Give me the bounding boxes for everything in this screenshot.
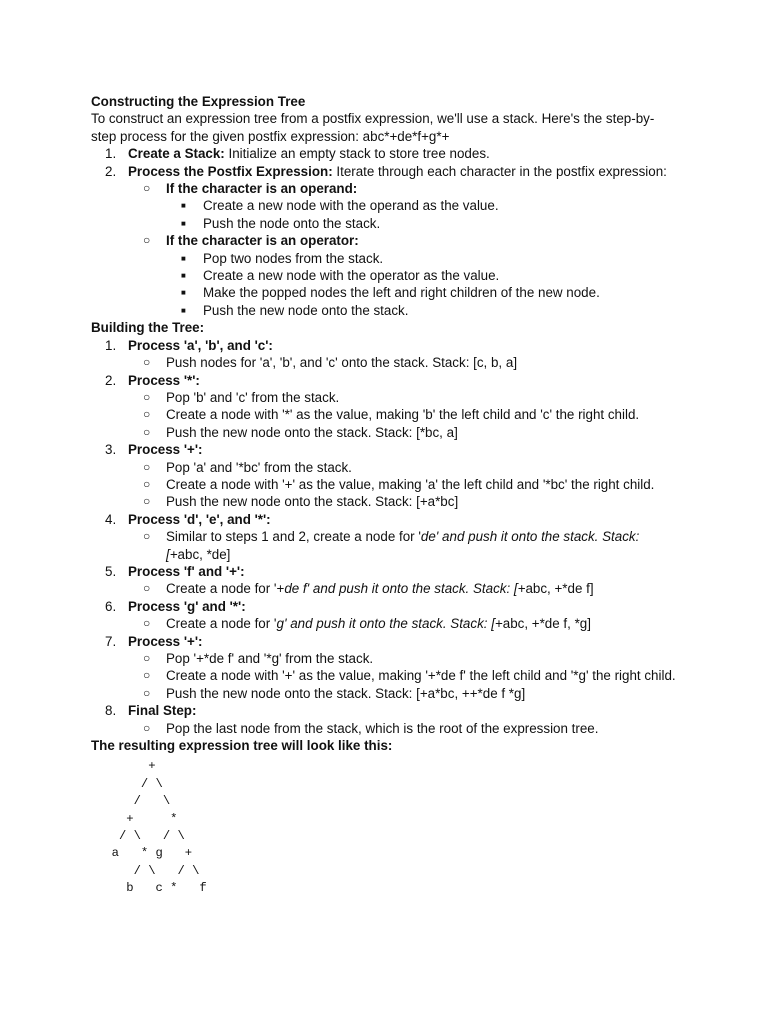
- list-item: [91, 493, 676, 510]
- operator-case: [91, 232, 676, 249]
- hollow-bullet-icon: ○: [143, 389, 151, 404]
- hollow-bullet-icon: ○: [143, 581, 151, 596]
- step-label: Final Step:: [128, 703, 197, 719]
- square-bullet-icon: ■: [181, 305, 186, 315]
- list-item-continuation: [91, 546, 676, 563]
- step-label: Process 'd', 'e', and '*':: [128, 511, 271, 527]
- operand-case: [91, 180, 676, 197]
- list-item: [91, 476, 676, 493]
- hollow-bullet-icon: ○: [143, 424, 151, 439]
- list-item: [91, 406, 676, 423]
- build-step-7: [91, 633, 676, 650]
- list-item-text: Create a new node with the operand as the value.: [203, 198, 499, 214]
- list-item-text: Pop '+*de f' and '*g' from the stack.: [166, 651, 374, 666]
- list-item-text: Pop the last node from the stack, which is the root of the expression tree.: [166, 720, 599, 736]
- step-number: 1.: [105, 337, 117, 353]
- step-number: 1.: [105, 146, 117, 162]
- build-step-5: [91, 563, 676, 580]
- list-item: [91, 250, 676, 267]
- list-item-text: Create a node with '*' as the value, making 'b' the left child and 'c' the right child.: [166, 407, 640, 423]
- hollow-bullet-icon: ○: [143, 355, 151, 370]
- step-number: 2.: [105, 372, 117, 388]
- step-number: 5.: [105, 563, 117, 579]
- list-item: [91, 615, 676, 632]
- list-item-text-italic: g' and push it onto the stack. Stack: [+: [276, 616, 503, 632]
- list-item-text: Create a node with '+' as the value, making 'a' the left child and '*bc' the right child.: [166, 476, 655, 492]
- list-item-text: Push the new node onto the stack. Stack: [*bc, a]: [166, 424, 458, 440]
- case-label: If the character is an operator:: [166, 233, 359, 249]
- list-item: [91, 267, 676, 284]
- square-bullet-icon: ■: [181, 218, 186, 228]
- list-item: [91, 424, 676, 441]
- expression-tree-diagram: + / \ / \ + * / \ / \ a * g + / \ / \ b c * f: [111, 759, 207, 896]
- hollow-bullet-icon: ○: [143, 720, 151, 735]
- step-label: Process the Postfix Expression:: [128, 163, 333, 179]
- hollow-bullet-icon: ○: [143, 668, 151, 683]
- case-label: If the character is an operand:: [166, 181, 358, 197]
- step-text: Iterate through each character in the postfix expression:: [332, 163, 667, 179]
- list-item-text: Push the node onto the stack.: [203, 215, 381, 231]
- hollow-bullet-icon: ○: [143, 459, 151, 474]
- step-number: 2.: [105, 163, 117, 179]
- hollow-bullet-icon: ○: [143, 616, 151, 631]
- list-item: [91, 720, 676, 737]
- list-item: [91, 650, 676, 667]
- list-item-text: Push the new node onto the stack.: [203, 302, 409, 318]
- list-item-text: Push the new node onto the stack. Stack: [+a*bc]: [166, 494, 459, 510]
- list-item-text: abc, +*de f, *g]: [502, 616, 591, 632]
- list-item-text: Pop 'a' and '*bc' from the stack.: [166, 459, 352, 475]
- square-bullet-icon: ■: [181, 201, 186, 211]
- step-number: 6.: [105, 598, 117, 614]
- build-step-1: [91, 337, 676, 354]
- list-item-text-italic: de f' and push it onto the stack. Stack: [+: [284, 581, 526, 597]
- build-step-8: [91, 702, 676, 719]
- list-item: [91, 215, 676, 232]
- list-item: [91, 528, 676, 545]
- hollow-bullet-icon: ○: [143, 233, 151, 248]
- hollow-bullet-icon: ○: [143, 476, 151, 491]
- list-item-text: Create a new node with the operator as the value.: [203, 268, 500, 284]
- list-item-text: Pop 'b' and 'c' from the stack.: [166, 389, 340, 405]
- hollow-bullet-icon: ○: [143, 651, 151, 665]
- square-bullet-icon: ■: [181, 288, 186, 298]
- build-step-6: [91, 598, 676, 615]
- list-item-text: Create a node for ': [166, 616, 277, 632]
- list-item-text: Create a node for '+: [166, 581, 285, 597]
- hollow-bullet-icon: ○: [143, 685, 151, 700]
- list-item-text: abc, +*de f]: [525, 581, 594, 597]
- hollow-bullet-icon: ○: [143, 529, 151, 544]
- list-item: [91, 284, 676, 301]
- list-item-text: Pop two nodes from the stack.: [203, 250, 384, 266]
- build-step-2: [91, 372, 676, 389]
- step-number: 3.: [105, 442, 117, 458]
- document-title: Constructing the Expression Tree: [91, 94, 306, 109]
- step-number: 4.: [105, 511, 117, 527]
- step-label: Process 'f' and '+':: [128, 563, 245, 579]
- list-item: [91, 459, 676, 476]
- list-item-text: Push nodes for 'a', 'b', and 'c' onto the stack. Stack: [c, b, a]: [166, 355, 518, 371]
- square-bullet-icon: ■: [181, 271, 186, 281]
- square-bullet-icon: ■: [181, 253, 186, 263]
- intro-paragraph: To construct an expression tree from a postfix expression, we'll use a stack. Here's the step-by-step process for the given postfix expression: abc*+de*f+g*+: [91, 111, 655, 144]
- list-item: [91, 685, 676, 702]
- list-item-text: Make the popped nodes the left and right children of the new node.: [203, 285, 600, 301]
- document-content: [91, 93, 676, 898]
- list-item-text: Push the new node onto the stack. Stack: [+a*bc, ++*de f *g]: [166, 685, 526, 701]
- step-number: 8.: [105, 703, 117, 719]
- step-number: 7.: [105, 633, 117, 649]
- step-label: Create a Stack:: [128, 146, 225, 162]
- hollow-bullet-icon: ○: [143, 407, 151, 422]
- list-item-text: Similar to steps 1 and 2, create a node for ': [166, 529, 421, 545]
- step-process-postfix: [91, 163, 676, 180]
- step-label: Process '+':: [128, 633, 203, 649]
- list-item: [91, 580, 676, 597]
- list-item-text: abc, *de]: [177, 546, 231, 562]
- list-item: [91, 197, 676, 214]
- step-label: Process 'g' and '*':: [128, 598, 246, 614]
- build-step-3: [91, 441, 676, 458]
- hollow-bullet-icon: ○: [143, 494, 151, 509]
- building-heading: Building the Tree:: [91, 320, 205, 336]
- step-label: Process '*':: [128, 372, 200, 388]
- list-item-text: Create a node with '+' as the value, making '+*de f' the left child and '*g' the right child.: [166, 668, 676, 684]
- list-item: [91, 389, 676, 406]
- list-item-text-italic: [+: [166, 546, 178, 562]
- list-item: [91, 667, 676, 684]
- result-heading: The resulting expression tree will look like this:: [91, 738, 393, 754]
- list-item: [91, 354, 676, 371]
- step-label: Process '+':: [128, 442, 203, 458]
- list-item: [91, 302, 676, 319]
- hollow-bullet-icon: ○: [143, 181, 151, 196]
- step-label: Process 'a', 'b', and 'c':: [128, 337, 273, 353]
- step-create-stack: [91, 145, 676, 162]
- build-step-4: [91, 511, 676, 528]
- list-item-text-italic: de' and push it onto the stack. Stack:: [420, 529, 640, 545]
- step-text: Initialize an empty stack to store tree nodes.: [224, 146, 490, 162]
